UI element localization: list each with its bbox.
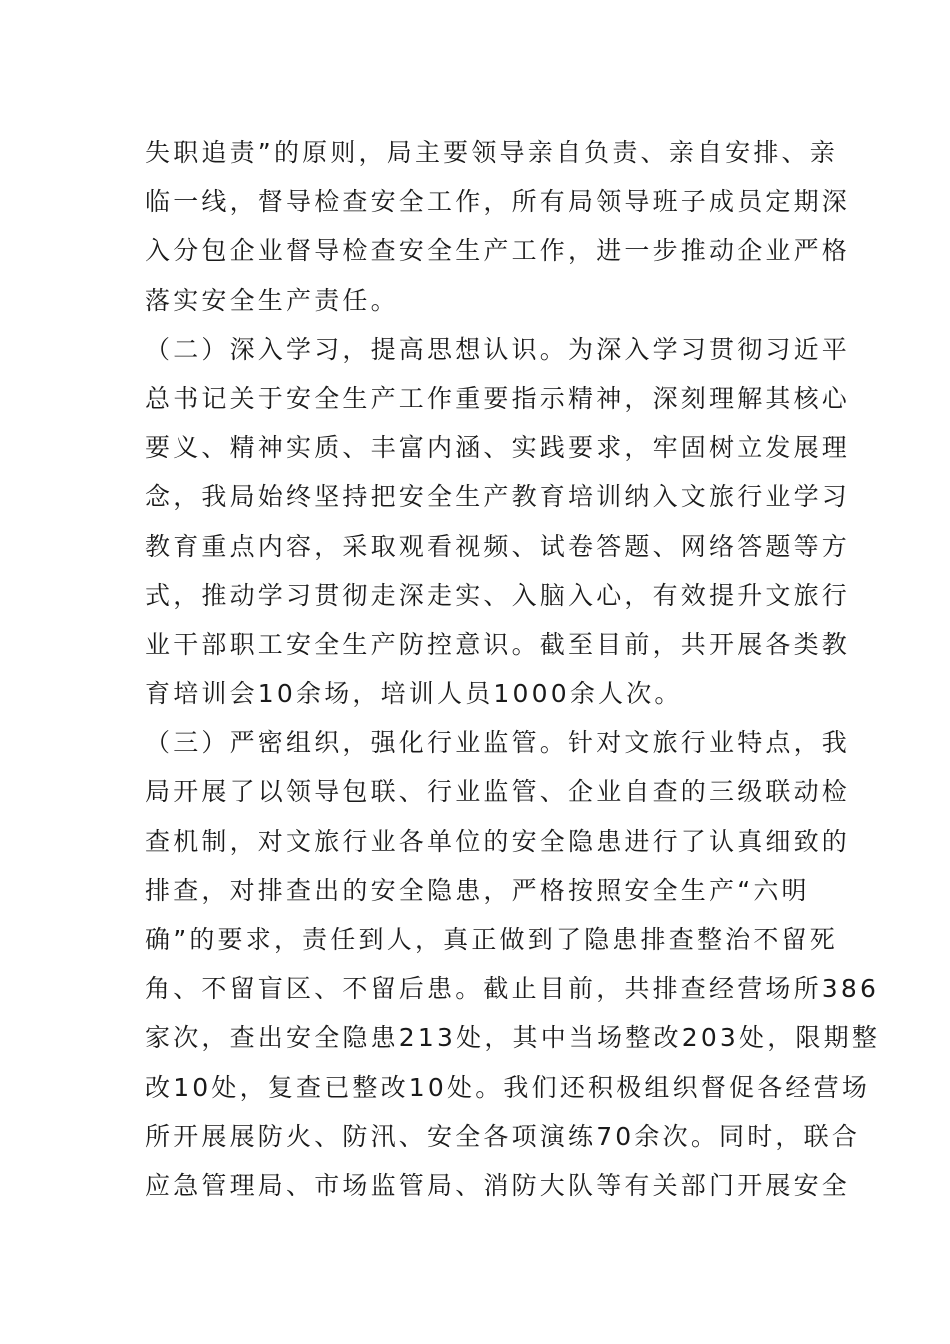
- text-line: （三）严密组织，强化行业监管。针对文旅行业特点，我: [145, 728, 851, 758]
- text-line: 念，我局始终坚持把安全生产教育培训纳入文旅行业学习: [145, 482, 851, 512]
- text-line: 教育重点内容，采取观看视频、试卷答题、网络答题等方: [145, 531, 851, 561]
- text-line: 查机制，对文旅行业各单位的安全隐患进行了认真细致的: [145, 826, 851, 856]
- text-line: 所开展展防火、防汛、安全各项演练70余次。同时，联合: [145, 1121, 861, 1151]
- text-line: 育培训会10余场，培训人员1000余人次。: [145, 679, 683, 709]
- text-line: 排查，对排查出的安全隐患，严格按照安全生产“六明: [145, 875, 810, 905]
- text-line: 应急管理局、市场监管局、消防大队等有关部门开展安全: [145, 1170, 851, 1200]
- document-body: [145, 128, 881, 1210]
- text-line: 失职追责”的原则，局主要领导亲自负责、亲自安排、亲: [145, 138, 838, 167]
- text-line: 临一线，督导检查安全工作，所有局领导班子成员定期深: [145, 187, 851, 217]
- text-line: 家次，查出安全隐患213处，其中当场整改203处，限期整: [145, 1023, 881, 1053]
- text-line: 总书记关于安全生产工作重要指示精神，深刻理解其核心: [145, 383, 851, 413]
- paragraph-2-study: [145, 325, 851, 719]
- text-line: 角、不留盲区、不留后患。截止目前，共排查经营场所386: [145, 974, 880, 1004]
- text-line: 局开展了以领导包联、行业监管、企业自查的三级联动检: [145, 777, 851, 807]
- paragraph-1: [145, 128, 851, 325]
- text-line: 式，推动学习贯彻走深走实、入脑入心，有效提升文旅行: [145, 580, 851, 610]
- text-line: 落实安全生产责任。: [145, 285, 399, 315]
- text-line: 业干部职工安全生产防控意识。截至目前，共开展各类教: [145, 629, 851, 659]
- text-line: （二）深入学习，提高思想认识。为深入学习贯彻习近平: [145, 334, 851, 364]
- text-line: 改10处，复查已整改10处。我们还积极组织督促各经营场: [145, 1072, 871, 1102]
- text-line: 入分包企业督导检查安全生产工作，进一步推动企业严格: [145, 236, 851, 266]
- text-line: 要义、精神实质、丰富内涵、实践要求，牢固树立发展理: [145, 433, 851, 463]
- text-line: 确”的要求，责任到人，真正做到了隐患排查整治不留死: [145, 925, 838, 954]
- paragraph-3-supervision: [145, 718, 881, 1210]
